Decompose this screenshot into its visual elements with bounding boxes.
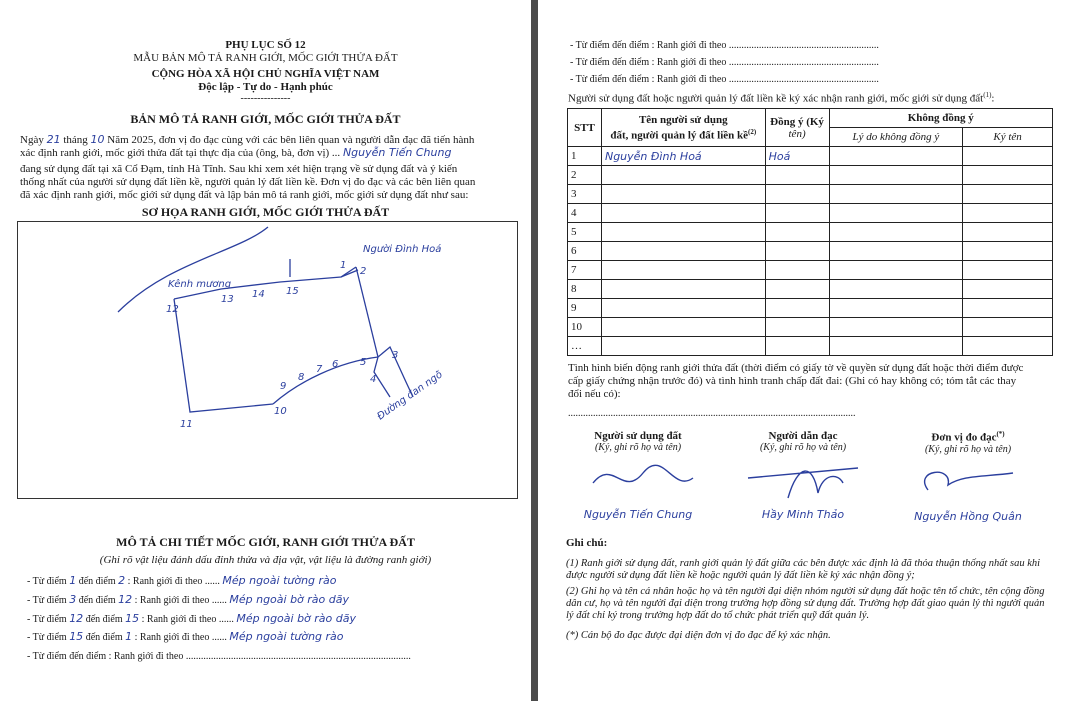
cell-reason [829, 299, 963, 318]
table-row [568, 337, 1053, 356]
sig-unit-sup: (*) [996, 430, 1005, 438]
row-handwritten: Mép ngoài tường rào [222, 574, 337, 587]
cell-name: Nguyễn Đình Hoá [601, 147, 765, 166]
cell-reason [829, 261, 963, 280]
sig-unit-title: Đơn vị đo đạc [931, 431, 997, 444]
intro-line-5: đã xác định ranh giới, mốc giới sử dụng đất và lập bản mô tả ranh giới, mốc giới sử dụng đất như sau: [20, 189, 469, 201]
row-from: 3 [69, 593, 77, 606]
point-1: 1 [340, 260, 347, 271]
owner-name-handwritten: Nguyễn Tiến Chung [342, 146, 452, 159]
sig-guide-name: Hầy Minh Thảo [761, 508, 845, 521]
doc-title: BẢN MÔ TẢ RANH GIỚI, MỐC GIỚI THỬA ĐẤT [130, 112, 401, 126]
boundary-sketch [18, 222, 517, 498]
sig-survey-unit [893, 430, 1043, 523]
cell-agree [765, 280, 829, 299]
canal-curve [118, 227, 268, 312]
cell-stt: 1 [568, 147, 602, 166]
cell-stt: 2 [568, 166, 602, 185]
row-from: 15 [69, 630, 84, 643]
nation-title: CỘNG HÒA XÃ HỘI CHỦ NGHĨA VIỆT NAM [151, 68, 380, 80]
right-page [538, 0, 1066, 701]
row-prefix: - Từ điểm [27, 632, 67, 643]
confirmation-table [567, 108, 1053, 356]
cell-name [601, 337, 765, 356]
intro-line-3: đang sử dụng đất tại xã Cổ Đạm, tỉnh Hà Tĩnh. Sau khi xem xét hiện trạng về sử dụng đất và ý kiến [20, 163, 458, 175]
cell-agree [765, 261, 829, 280]
sig-guide-sub: (Ký, ghi rõ họ và tên) [759, 442, 847, 453]
table-row [568, 280, 1053, 299]
cell-agree [765, 204, 829, 223]
intro-month: 10 [90, 133, 105, 146]
table-row [568, 261, 1053, 280]
point-13: 13 [221, 294, 234, 305]
cell-sign [963, 318, 1053, 337]
sketch-frame [17, 221, 518, 499]
row-prefix: - Từ điểm [27, 651, 67, 662]
cell-name [601, 223, 765, 242]
cell-stt: 10 [568, 318, 602, 337]
cell-reason [829, 147, 963, 166]
cell-sign [963, 242, 1053, 261]
cell-agree [765, 242, 829, 261]
signature-user [563, 453, 713, 503]
point-6: 6 [332, 359, 339, 370]
row-prefix: - Từ điểm [27, 614, 67, 625]
row-mid: đến điểm [69, 651, 107, 662]
row-to: 2 [118, 574, 126, 587]
table-row [568, 204, 1053, 223]
motto-rule: --------------- [240, 93, 291, 104]
appendix-title: PHỤ LỤC SỐ 12 [225, 39, 306, 51]
sig-unit-name: Nguyễn Hồng Quân [914, 509, 1022, 523]
notes-title: Ghi chú: [566, 537, 608, 549]
form-title: MẪU BẢN MÔ TẢ RANH GIỚI, MỐC GIỚI THỬA ĐẤT [133, 52, 398, 64]
boundary-row [27, 649, 411, 662]
intro-day: 21 [46, 133, 61, 146]
th-agree-line2: tên) [788, 127, 806, 140]
signature-guide [728, 453, 878, 503]
sig-user-name: Nguyễn Tiến Chung [583, 508, 693, 521]
th-stt: STT [568, 109, 602, 147]
change-line-1: Tình hình biến động ranh giới thửa đất (thời điểm có giấy tờ về quyền sử dụng đất hoặc thời điểm được [568, 362, 1024, 374]
intro-line-2 [20, 146, 451, 159]
table-row [568, 299, 1053, 318]
th-name-line1: Tên người sử dụng [638, 113, 728, 126]
label-road: Đường đan ngõ [375, 369, 445, 423]
cell-stt: 3 [568, 185, 602, 204]
cell-agree [765, 166, 829, 185]
confirm-text: Người sử dụng đất hoặc người quản lý đất liền kề ký xác nhận ranh giới, mốc giới sử dụng đất [568, 92, 984, 105]
sig-user-title: Người sử dụng đất [594, 430, 682, 442]
sig-guide-title: Người dẫn đạc [768, 430, 838, 442]
signature-unit [893, 455, 1043, 505]
cell-reason [829, 337, 963, 356]
note-1: (1) Ranh giới sử dụng đất, ranh giới quản lý đất giữa các bên được xác định là đã thỏa thuận thống nhất sau khi được người sử dụng đất liền kề hoặc người quản lý đất liền kề ký xác nhận đồng ý; [566, 558, 1041, 581]
cell-stt: 4 [568, 204, 602, 223]
detail-title: MÔ TẢ CHI TIẾT MỐC GIỚI, RANH GIỚI THỬA ĐẤT [116, 535, 415, 549]
row-to: 1 [125, 630, 133, 643]
label-neighbor: Người Đình Hoá [363, 244, 442, 255]
cell-agree [765, 223, 829, 242]
row-suffix: : Ranh giới đi theo .......................................................................................... [108, 651, 411, 662]
row-mid: đến điểm [85, 632, 123, 643]
cell-stt: 6 [568, 242, 602, 261]
cell-sign [963, 337, 1053, 356]
point-12: 12 [166, 304, 179, 315]
confirm-end: : [991, 92, 995, 105]
boundary-row [27, 593, 349, 606]
cell-name [601, 166, 765, 185]
page-gutter [531, 0, 538, 701]
label-canal: Kênh mương [168, 279, 232, 290]
row-suffix: : Ranh giới đi theo ...... [127, 576, 220, 587]
cell-name [601, 318, 765, 337]
point-4: 4 [370, 374, 377, 385]
cell-stt: … [568, 337, 602, 356]
th-name-sup: (2) [748, 127, 757, 136]
cell-agree [765, 337, 829, 356]
change-line-2: cấp giấy chứng nhận trước đó) và tình hình tranh chấp đất đai: (Ghi có hay không có; tóm tắt các thay [568, 375, 1017, 387]
boundary-row [27, 630, 344, 643]
cell-sign [963, 147, 1053, 166]
intro-day-label: Ngày [20, 134, 44, 146]
boundary-line-right [356, 267, 378, 357]
cell-name [601, 261, 765, 280]
table-row [568, 166, 1053, 185]
point-3: 3 [392, 350, 399, 361]
top-line: - Từ điểm đến điểm : Ranh giới đi theo ............................................................ [570, 40, 879, 51]
point-10: 10 [274, 406, 287, 417]
table-row [568, 223, 1053, 242]
sig-land-user [563, 430, 713, 521]
cell-sign [963, 261, 1053, 280]
sketch-title: SƠ HỌA RANH GIỚI, MỐC GIỚI THỬA ĐẤT [141, 205, 390, 219]
row-prefix: - Từ điểm [27, 576, 67, 587]
table-row [568, 185, 1053, 204]
point-11: 11 [180, 419, 193, 430]
motto: Độc lập - Tự do - Hạnh phúc [198, 81, 333, 93]
cell-name [601, 280, 765, 299]
table-row [568, 147, 1053, 166]
cell-stt: 7 [568, 261, 602, 280]
confirm-sup: (1) [983, 91, 992, 99]
row-prefix: - Từ điểm [27, 595, 67, 606]
cell-name [601, 299, 765, 318]
cell-reason [829, 204, 963, 223]
th-agree [765, 109, 829, 147]
cell-stt: 8 [568, 280, 602, 299]
point-15: 15 [286, 286, 299, 297]
table-row [568, 318, 1053, 337]
cell-sign [963, 185, 1053, 204]
cell-agree [765, 299, 829, 318]
left-page [0, 0, 531, 701]
point-8: 8 [298, 372, 305, 383]
intro-month-label: tháng [63, 134, 88, 146]
cell-reason [829, 223, 963, 242]
cell-reason [829, 280, 963, 299]
row-mid: đến điểm [85, 614, 123, 625]
row-from: 12 [69, 612, 84, 625]
th-sign: Ký tên [963, 128, 1053, 147]
th-agree-line1: Đồng ý (Ký [770, 115, 824, 128]
row-from: 1 [69, 574, 77, 587]
row-to: 15 [125, 612, 140, 625]
sig-guide [728, 430, 878, 521]
row-suffix: : Ranh giới đi theo ...... [134, 595, 227, 606]
boundary-line-left [174, 299, 273, 412]
cell-reason [829, 318, 963, 337]
cell-sign [963, 299, 1053, 318]
cell-name [601, 185, 765, 204]
th-name-line2: đất, người quản lý đất liền kề [610, 129, 749, 142]
point-5: 5 [360, 357, 367, 368]
intro-line-4: thống nhất của người sử dụng đất liền kề, người quản lý đất liền kề. Đơn vị đo đạc và các bên liên quan [20, 176, 476, 188]
point-7: 7 [316, 364, 323, 375]
row-suffix: : Ranh giới đi theo ...... [134, 632, 227, 643]
cell-agree: Hoá [765, 147, 829, 166]
table-row [568, 242, 1053, 261]
cell-sign [963, 280, 1053, 299]
row-to: 12 [118, 593, 133, 606]
cell-stt: 9 [568, 299, 602, 318]
top-line: - Từ điểm đến điểm : Ranh giới đi theo ............................................................ [570, 57, 879, 68]
point-2: 2 [360, 266, 367, 277]
cell-sign [963, 223, 1053, 242]
row-mid: đến điểm [78, 576, 116, 587]
cell-reason [829, 185, 963, 204]
th-reason: Lý do không đồng ý [829, 128, 963, 147]
note-2: (2) Ghi họ và tên cá nhân hoặc họ và tên người đại diện nhóm người sử dụng đất hoặc tên tổ chức, tên cộng đồng dân cư, họ và tên người đại diện trong trường hợp đồng sử dụng đất. Trường hợp đất giao quản lý thì người quản lý đất chỉ ký trong trường hợp đất do tổ chức phát triển quỹ đất quản lý. [566, 586, 1045, 621]
top-line: - Từ điểm đến điểm : Ranh giới đi theo ............................................................ [570, 74, 879, 85]
detail-subtitle: (Ghi rõ vật liệu đánh dấu đỉnh thửa và địa vật, vật liệu là đường ranh giới) [99, 554, 432, 566]
row-mid: đến điểm [78, 595, 116, 606]
change-dots: ................................................................................................................... [568, 408, 856, 419]
cell-sign [963, 204, 1053, 223]
cell-sign [963, 166, 1053, 185]
intro-line-1 [20, 133, 474, 146]
th-name [601, 109, 765, 147]
change-line-3: đổi nếu có): [568, 388, 621, 400]
sig-unit-sub: (Ký, ghi rõ họ và tên) [924, 443, 1012, 455]
point-14: 14 [252, 289, 265, 300]
boundary-row [27, 574, 337, 587]
cell-name [601, 242, 765, 261]
th-disagree: Không đồng ý [829, 109, 1053, 128]
row-handwritten: Mép ngoài bờ rào dãy [236, 612, 357, 625]
cell-name [601, 204, 765, 223]
cell-reason [829, 166, 963, 185]
row-handwritten: Mép ngoài tường rào [229, 630, 344, 643]
confirm-line [568, 91, 994, 105]
cell-agree [765, 185, 829, 204]
sig-user-sub: (Ký, ghi rõ họ và tên) [594, 442, 682, 453]
intro-text-1: Năm 2025, đơn vị đo đạc cùng với các bên liên quan và người dẫn đạc đã tiến hành [107, 134, 475, 146]
row-handwritten: Mép ngoài bờ rào dãy [229, 593, 350, 606]
cell-reason [829, 242, 963, 261]
row-suffix: : Ranh giới đi theo ...... [141, 614, 234, 625]
road-edge-2 [374, 357, 390, 397]
boundary-row [27, 612, 356, 625]
intro-text-2: xác định ranh giới, mốc giới thửa đất tại thực địa của (ông, bà, đơn vị) ... [20, 147, 341, 159]
cell-stt: 5 [568, 223, 602, 242]
point-9: 9 [280, 381, 287, 392]
note-3: (*) Cán bộ đo đạc được đại diện đơn vị đo đạc để ký xác nhận. [566, 630, 831, 641]
cell-agree [765, 318, 829, 337]
